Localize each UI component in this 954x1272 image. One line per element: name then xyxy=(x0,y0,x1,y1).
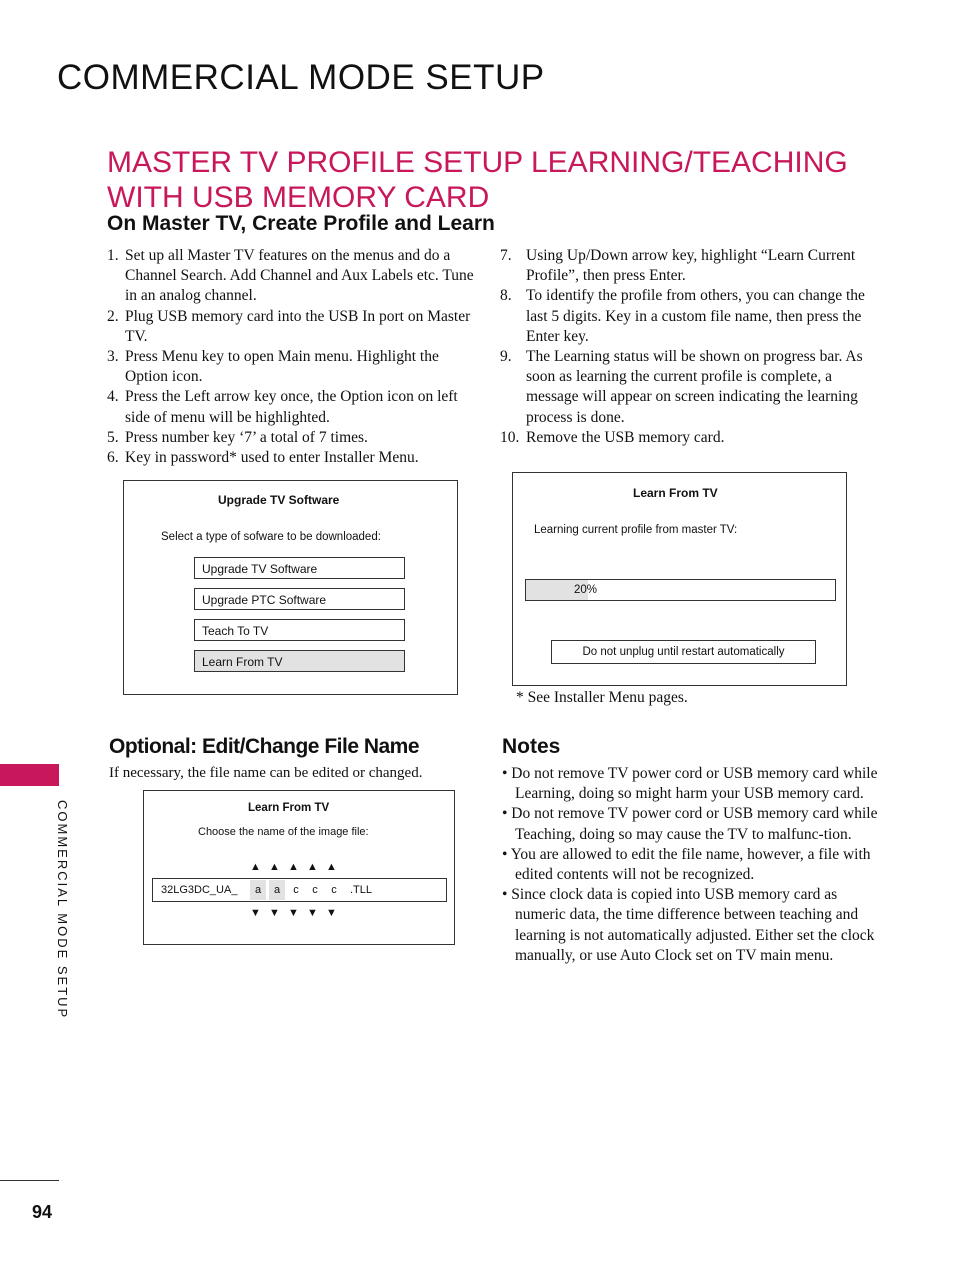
step-text: Set up all Master TV features on the menus and do a Channel Search. Add Channel and Aux Labels etc. Tune in an analog channel. xyxy=(125,247,474,305)
section-title: On Master TV, Create Profile and Learn xyxy=(107,212,495,235)
up-arrow-icon[interactable]: ▲ xyxy=(326,861,337,873)
step-text: To identify the profile from others, you can change the last 5 digits. Key in a custom file name, then press the Enter key. xyxy=(526,287,865,345)
filename-prompt: Choose the name of the image file: xyxy=(198,826,369,838)
note-item: • You are allowed to edit the file name, however, a file with edited contents will not be recognized. xyxy=(502,845,871,884)
menu-option-teach-to-tv[interactable]: Teach To TV xyxy=(194,619,405,641)
filename-char[interactable]: a xyxy=(250,880,266,900)
step-item xyxy=(107,246,477,307)
progress-bar xyxy=(525,579,836,601)
menu-option-upgrade-tv[interactable]: Upgrade TV Software xyxy=(194,557,405,579)
step-item xyxy=(107,448,477,468)
filename-prefix: 32LG3DC_UA_ xyxy=(161,884,238,896)
up-arrow-icon[interactable]: ▲ xyxy=(307,861,318,873)
filename-chars xyxy=(250,880,345,900)
note-item: • Do not remove TV power cord or USB memory card while Learning, doing so might harm your USB memory card. xyxy=(502,765,878,803)
page-number: 94 xyxy=(32,1202,53,1222)
down-arrow-icon[interactable]: ▼ xyxy=(269,907,280,919)
side-label: COMMERCIAL MODE SETUP xyxy=(55,800,70,1020)
step-number: 5. xyxy=(107,428,119,446)
step-number: 6. xyxy=(107,449,119,467)
step-item xyxy=(107,387,477,427)
step-text: Key in password* used to enter Installer Menu. xyxy=(125,449,419,467)
step-item xyxy=(107,428,477,448)
panel-title: Learn From TV xyxy=(633,486,718,500)
learn-from-tv-panel xyxy=(512,472,847,686)
menu-option-upgrade-ptc[interactable]: Upgrade PTC Software xyxy=(194,588,405,610)
filename-suffix: .TLL xyxy=(350,884,373,896)
up-arrow-icon[interactable]: ▲ xyxy=(250,861,261,873)
step-text: Using Up/Down arrow key, highlight “Learn Current Profile”, then press Enter. xyxy=(526,247,856,285)
step-number: 9. xyxy=(500,348,512,366)
step-item xyxy=(500,286,872,347)
step-number: 10. xyxy=(500,428,520,446)
note-item: • Since clock data is copied into USB memory card as numeric data, the time difference between teaching and learning is not automatically adjusted. Either set the clock manually, or use Auto Clock set on TV main menu. xyxy=(502,886,875,964)
notes-title: Notes xyxy=(502,735,561,758)
down-arrow-icon[interactable]: ▼ xyxy=(326,907,337,919)
filename-char[interactable]: c xyxy=(312,884,318,896)
step-number: 1. xyxy=(107,247,119,264)
step-number: 2. xyxy=(107,307,119,325)
panel-prompt: Select a type of sofware to be downloaded: xyxy=(161,531,381,543)
optional-title: Optional: Edit/Change File Name xyxy=(109,735,420,758)
step-number: 4. xyxy=(107,388,119,406)
learning-status-text: Learning current profile from master TV: xyxy=(534,524,738,536)
steps-left xyxy=(107,246,477,468)
step-item xyxy=(500,428,872,448)
step-text: Plug USB memory card into the USB In port on Master TV. xyxy=(125,307,471,345)
page-header: COMMERCIAL MODE SETUP xyxy=(57,58,545,97)
step-item xyxy=(500,246,872,286)
filename-char[interactable]: a xyxy=(269,880,285,900)
down-arrow-icon[interactable]: ▼ xyxy=(307,907,318,919)
up-arrows xyxy=(250,861,350,875)
down-arrows xyxy=(250,907,350,921)
step-number: 7. xyxy=(500,247,512,264)
unplug-warning: Do not unplug until restart automatically xyxy=(551,640,816,664)
footnote: * See Installer Menu pages. xyxy=(516,689,688,706)
filename-char[interactable]: c xyxy=(293,884,299,896)
step-text: Remove the USB memory card. xyxy=(526,428,725,446)
panel-title: Upgrade TV Software xyxy=(218,493,340,507)
up-arrow-icon[interactable]: ▲ xyxy=(288,861,299,873)
note-item: • Do not remove TV power cord or USB memory card while Teaching, doing so may cause the TV to malfunc-tion. xyxy=(502,805,878,843)
down-arrow-icon[interactable]: ▼ xyxy=(288,907,299,919)
step-text: Press number key ‘7’ a total of 7 times. xyxy=(125,428,368,446)
step-number: 3. xyxy=(107,348,119,366)
step-text: Press the Left arrow key once, the Option icon on left side of menu will be highlighted. xyxy=(125,388,458,426)
down-arrow-icon[interactable]: ▼ xyxy=(250,907,261,919)
side-tab xyxy=(0,764,59,786)
step-item xyxy=(500,347,872,428)
step-number: 8. xyxy=(500,287,512,305)
page-rule xyxy=(0,1180,59,1181)
step-item xyxy=(107,307,477,347)
step-text: Press Menu key to open Main menu. Highlight the Option icon. xyxy=(125,348,439,386)
main-title: MASTER TV PROFILE SETUP LEARNING/TEACHING WITH USB MEMORY CARD xyxy=(107,146,848,214)
menu-option-learn-from-tv[interactable]: Learn From TV xyxy=(194,650,405,672)
progress-label: 20% xyxy=(574,584,598,596)
step-text: The Learning status will be shown on progress bar. As soon as learning the current profile is complete, a message will appear on screen indicating the learning process is done. xyxy=(526,348,863,426)
filename-panel xyxy=(143,790,455,945)
steps-right xyxy=(500,246,872,448)
panel-title: Learn From TV xyxy=(248,802,330,814)
notes-list xyxy=(502,764,878,966)
upgrade-software-panel xyxy=(123,480,458,695)
filename-field[interactable] xyxy=(152,878,447,902)
up-arrow-icon[interactable]: ▲ xyxy=(269,861,280,873)
step-item xyxy=(107,347,477,387)
filename-char[interactable]: c xyxy=(331,884,337,896)
optional-intro: If necessary, the file name can be edited or changed. xyxy=(109,765,423,781)
